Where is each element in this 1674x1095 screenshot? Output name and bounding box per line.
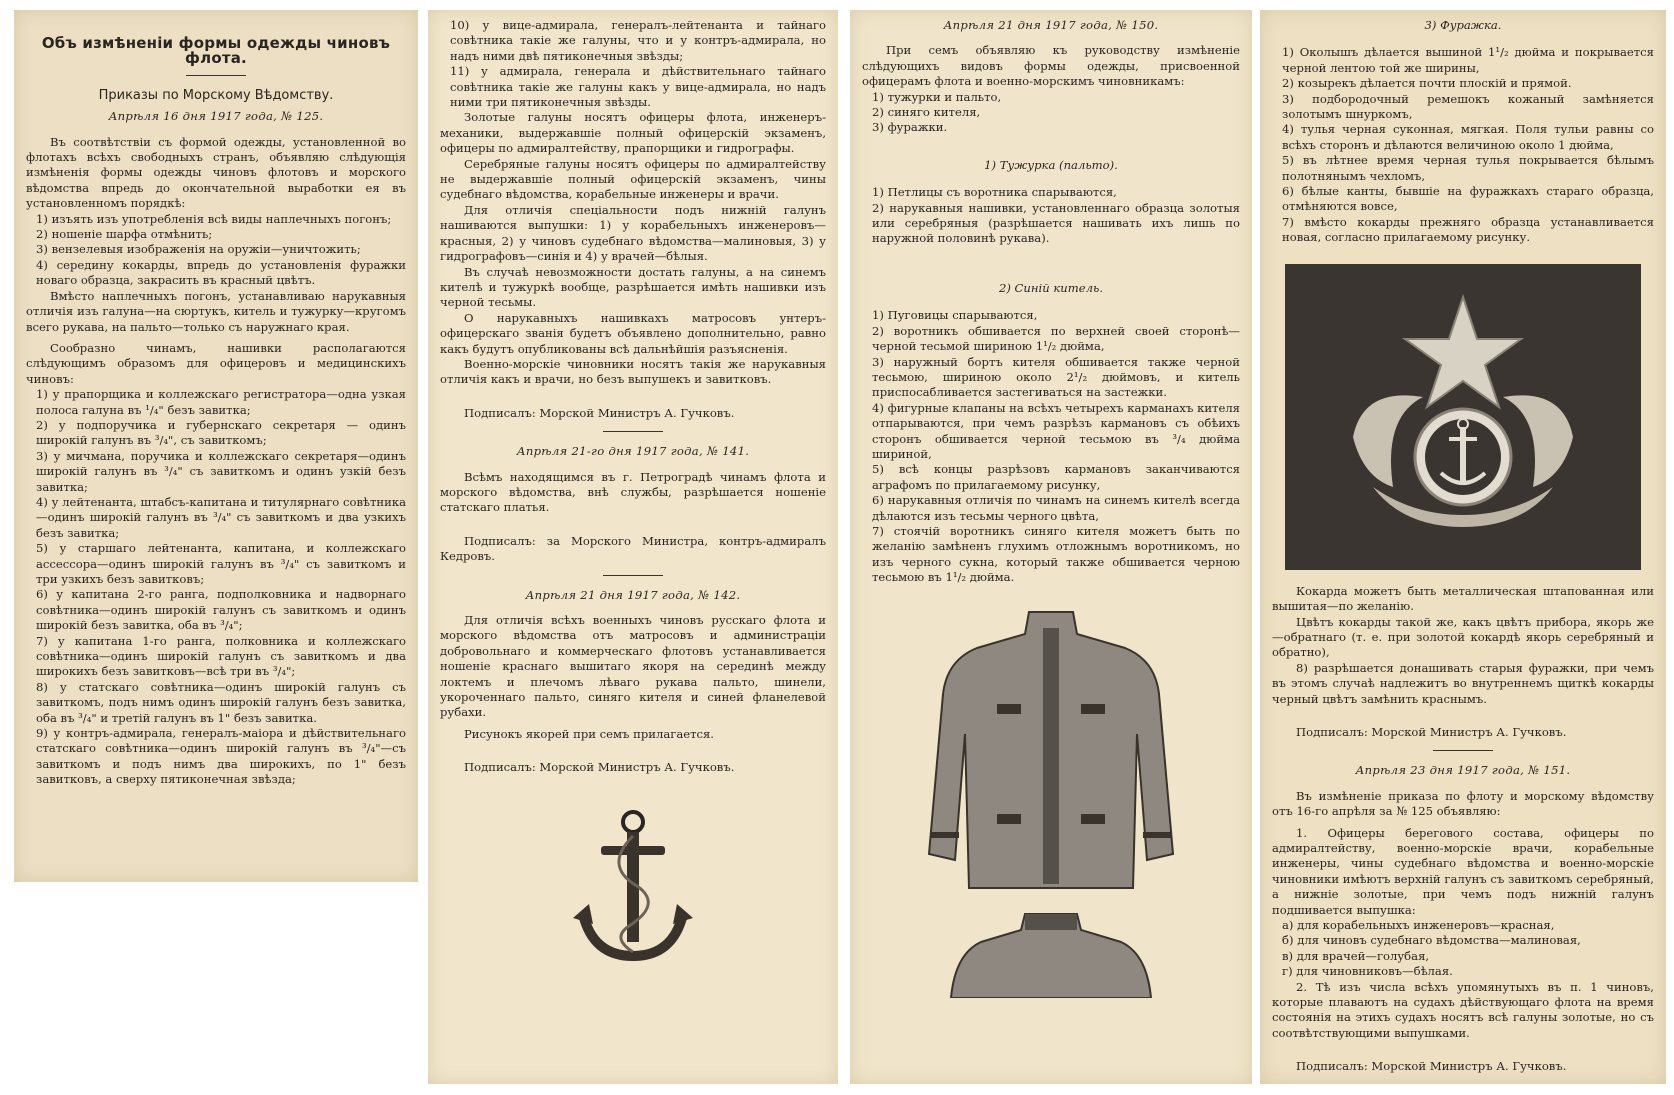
list-item: 2) козырекъ дѣлается почти плоскій и прямой. [1282, 76, 1572, 91]
order-date: Апрѣля 21-го дня 1917 года, № 141. [516, 444, 750, 459]
cockade-illustration [1285, 264, 1641, 570]
list-item: 7) вмѣсто кокарды прежняго образца устанавливается новая, согласно прилагаемому рисунку. [1282, 214, 1654, 245]
list-item: 5) всѣ концы разрѣзовъ кармановъ заканчиваются аграфомъ по прилагаемому рисунку, [872, 462, 1240, 492]
collar-illustration [941, 908, 1161, 998]
list-item: 1) изъять изъ употребленія всѣ виды наплечныхъ погонъ; [36, 211, 392, 226]
paragraph: 8) разрѣшается донашивать старыя фуражки, при чемъ въ этомъ случаѣ надлежитъ во внутреннемъ щиткѣ кокарды черный цвѣтъ замѣнить краснымъ. [1272, 660, 1654, 706]
signature-line: Подписалъ: Морской Министръ А. Гучковъ. [464, 405, 735, 420]
list-item: в) для врачей—голубая, [1282, 948, 1430, 963]
paragraph: Въ случаѣ невозможности достать галуны, а на синемъ кителѣ и тужуркѣ вообще, разрѣшается имѣть нашивки изъ черной тесьмы. [440, 264, 826, 310]
list-item: 3) у мичмана, поручика и коллежскаго секретаря—одинъ широкій галунъ въ ³/₄" съ завиткомъ и одинъ узкій безъ завитка; [36, 448, 406, 494]
page-column-4 [1260, 10, 1666, 1084]
page-column-3 [850, 10, 1252, 1084]
list-item: 8) у статскаго совѣтника—одинъ широкій галунъ съ завиткомъ, подъ нимъ одинъ широкій галунъ безъ завитка, оба въ ³/₄" и третій галунъ въ 1" безъ завитка. [36, 679, 406, 725]
list-item: 2) синяго кителя, [872, 105, 981, 120]
list-item: 1) Петлицы съ воротника спарываются, [872, 185, 1117, 200]
list-item: 3) фуражки. [872, 120, 948, 135]
list-item: 4) у лейтенанта, штабсъ-капитана и титулярнаго совѣтника—одинъ широкій галунъ въ ³/₄" съ завиткомъ и два узкихъ безъ завитка; [36, 494, 406, 540]
list-item: 6) бѣлые канты, бывшіе на фуражкахъ стараго образца, отмѣняются вовсе, [1282, 184, 1654, 214]
list-item: а) для корабельныхъ инженеровъ—красная, [1282, 918, 1555, 932]
signature-line: Подписалъ: Морской Министръ А. Гучковъ. [1296, 724, 1567, 739]
paragraph: Для отличія спеціальности подъ нижній галунъ нашиваются выпушки: 1) у корабельныхъ инженеровъ—красныя, 2) у чиновъ судебнаго вѣдомства—малиновыя, 3) у гидрографовъ—синія и 4) у врачей—бѣлыя. [440, 202, 826, 264]
list-item: 5) въ лѣтнее время черная тулья покрывается бѣлымъ полотнянымъ чехломъ, [1282, 153, 1654, 183]
paragraph: 2. Тѣ изъ числа всѣхъ упомянутыхъ въ п. 1 чиновъ, которые плаваютъ на судахъ дѣйствующаго флота на время состоянія на этихъ судахъ носятъ всѣ галуны золотые, но съ соотвѣтствующими выпушками. [1272, 979, 1654, 1040]
paragraph: Сообразно чинамъ, нашивки располагаются слѣдующимъ образомъ для офицеровъ и медицинскихъ чиновъ: [26, 340, 406, 386]
order-date: Апрѣля 16 дня 1917 года, № 125. [108, 109, 324, 124]
paragraph: Въ измѣненіе приказа по флоту и морскому вѣдомству отъ 16-го апрѣля за № 125 объявляю: [1272, 788, 1654, 819]
divider [1433, 750, 1493, 751]
section-heading: 2) Синій китель. [998, 280, 1104, 295]
list-item: 2) нарукавныя нашивки, установленнаго образца золотыя или серебряныя (разрѣшается нашивать ихъ лишь по наружной половинѣ рукава). [872, 200, 1240, 246]
list-item: 1) тужурки и пальто, [872, 89, 1002, 104]
list-item: б) для чиновъ судебнаго вѣдомства—малиновая, [1282, 933, 1581, 948]
list-item: 9) у контръ-адмирала, генералъ-маіора и дѣйствительнаго статскаго совѣтника—одинъ широкій галунъ въ ³/₄"—съ завиткомъ и подъ нимъ два широкихъ, по 1" безъ завитковъ, а сверху пятиконечная звѣзда; [36, 726, 406, 787]
list-item: 7) стоячій воротникъ синяго кителя можетъ быть по желанію замѣненъ глухимъ отложнымъ воротникомъ, но изъ черного сукна, который также обшивается черною тесьмою въ 1¹/₂ дюйма. [872, 523, 1240, 585]
paragraph: Вмѣсто наплечныхъ погонъ, устанавливаю нарукавныя отличія изъ галуна—на сюртукъ, китель и тужурку—кругомъ всего рукава, на пальто—только съ наружнаго края. [26, 288, 406, 334]
paragraph: При семъ объявляю къ руководству измѣненіе слѣдующихъ видовъ формы одежды, присвоенной офицерамъ флота и военно-морскимъ чиновникамъ: [862, 43, 1240, 89]
page-column-1 [14, 10, 418, 882]
list-item: 3) вензелевыя изображенія на оружіи—уничтожить; [36, 242, 361, 257]
paragraph: Кокарда можетъ быть металлическая штапованная или вышитая—по желанію. [1272, 583, 1654, 614]
list-item: 1) Околышъ дѣлается вышиной 1¹/₂ дюйма и покрывается черной лентою той же ширины, [1282, 45, 1654, 75]
list-item: 6) у капитана 2-го ранга, подполковника и надворнаго совѣтника—одинъ широкій галунъ съ завиткомъ и одинъ широкій безъ завитка, оба въ ³/₄"; [36, 587, 406, 633]
list-item: 2) ношеніе шарфа отмѣнить; [36, 227, 213, 242]
jacket-illustration [911, 604, 1191, 894]
list-item: 4) фигурные клапаны на всѣхъ четырехъ карманахъ кителя отпарываются, при чемъ разрѣзъ кармановъ съ обѣихъ сторонъ обшивается черной тесьмою въ ³/₄ дюйма шириной, [872, 400, 1240, 461]
order-date: Апрѣля 23 дня 1917 года, № 151. [1355, 763, 1571, 778]
signature-line: Подписалъ: за Морского Министра, контръ-адмиралъ Кедровъ. [440, 533, 826, 564]
list-item: 4) тулья черная суконная, мягкая. Поля тульи равны со всѣхъ сторонъ и дѣлаются величиною около 1 дюйма, [1282, 122, 1654, 152]
order-date: Апрѣля 21 дня 1917 года, № 150. [943, 18, 1159, 32]
list-item: г) для чиновниковъ—бѣлая. [1282, 964, 1453, 979]
signature-line: Подписалъ: Морской Министръ А. Гучковъ. [464, 760, 735, 775]
paragraph: Цвѣтъ кокарды такой же, какъ цвѣтъ прибора, якорь же—обратнаго (т. е. при золотой кокардѣ якорь серебряный и обратно), [1272, 614, 1654, 660]
paragraph: Рисунокъ якорей при семъ прилагается. [464, 726, 714, 741]
article-title: Объ измѣненіи формы одежды чиновъ флота. [41, 34, 391, 68]
list-item: 3) подбородочный ремешокъ кожаный замѣняется золотымъ шнуркомъ, [1282, 91, 1654, 122]
paragraph: О нарукавныхъ нашивкахъ матросовъ унтеръ-офицерскаго званія будетъ объявлено дополнительно, равно какъ будутъ опубликованы всѣ дальнѣйшія разъясненія. [440, 310, 826, 356]
page-column-2 [428, 10, 838, 1084]
list-item: 3) наружный бортъ кителя обшивается также черной тесьмою, шириною около 2¹/₂ дюймовъ, и китель приспосабливается застегиваться на застежки. [872, 354, 1240, 400]
paragraph: Въ соотвѣтствіи съ формой одежды, установленной во флотахъ всѣхъ свободныхъ странъ, объявляю слѣдующія измѣненія формы одежды чиновъ флотовъ и морского вѣдомства впредь до окончательной выработки ея въ установленномъ порядкѣ: [26, 134, 406, 211]
order-date: Апрѣля 21 дня 1917 года, № 142. [525, 587, 741, 602]
section-heading: 1) Тужурка (пальто). [984, 157, 1118, 172]
list-item: 1) у прапорщика и коллежскаго регистратора—одна узкая полоса галуна въ ¹/₄" безъ завитка; [36, 387, 406, 417]
list-item: 6) нарукавныя отличія по чинамъ на синемъ кителѣ всегда дѣлаются изъ тесьмы черного цвѣта, [872, 493, 1240, 523]
divider [603, 575, 663, 576]
list-item: 5) у старшаго лейтенанта, капитана, и коллежскаго ассессора—одинъ широкій галунъ въ ³/₄" съ завиткомъ и три узкихъ безъ завитковъ; [36, 541, 406, 586]
paragraph: 1. Офицеры берегового состава, офицеры по адмиралтейству, военно-морскіе врачи, корабельные инженеры, чины судебнаго вѣдомства и военно-морскіе чиновники имѣютъ верхній галунъ съ завиткомъ серебряный, а нижніе золотые, при чемъ подъ нижній галунъ подшивается выпушка: [1272, 825, 1654, 917]
section-heading: 3) Фуражка. [1424, 18, 1502, 32]
section-subtitle: Приказы по Морскому Вѣдомству. [98, 87, 334, 103]
list-item: 1) Пуговицы спарываются, [872, 308, 1038, 323]
list-item: 2) воротникъ обшивается по верхней своей сторонѣ—черной тесьмой шириною 1¹/₂ дюйма, [872, 323, 1240, 354]
list-item: 4) середину кокарды, впредь до установленія фуражки новаго образца, закрасить въ красный цвѣтъ. [36, 257, 406, 288]
list-item: 10) у вице-адмирала, генералъ-лейтенанта и тайнаго совѣтника такіе же галуны, что и у контръ-адмирала, но надъ ними двѣ пятиконечныя звѣзды; [450, 18, 826, 63]
cockade-emblem-icon [1313, 287, 1613, 547]
list-item: 2) у подпоручика и губернскаго секретаря — одинъ широкій галунъ въ ³/₄", съ завиткомъ; [36, 417, 406, 448]
list-item: 7) у капитана 1-го ранга, полковника и коллежскаго совѣтника—одинъ широкій галунъ съ завиткомъ и два широкихъ безъ завитковъ—всѣ три въ ³/₄"; [36, 633, 406, 679]
list-item: 11) у адмирала, генерала и дѣйствительнаго тайнаго совѣтника такіе же галуны какъ у вице-адмирала, но надъ ними три пятиконечныя звѣзды. [450, 64, 826, 110]
paragraph: Военно-морскіе чиновники носятъ такія же нарукавныя отличія какъ и врачи, но безъ выпушекъ и завитковъ. [440, 356, 826, 387]
divider [603, 431, 663, 432]
signature-line: Подписалъ: Морской Министръ А. Гучковъ. [1296, 1059, 1567, 1074]
anchor-illustration [563, 806, 703, 966]
paragraph: Для отличія всѣхъ военныхъ чиновъ русскаго флота и морского вѣдомства отъ матросовъ и администраціи добровольнаго и коммерческаго флотовъ устанавливается ношеніе краснаго вышитаго якоря на серединѣ между локтемъ и плечомъ лѣваго рукава пальто, шинели, укороченнаго пальто, синяго кителя и синей фланелевой рубахи. [440, 613, 826, 720]
divider [186, 75, 246, 76]
paragraph: Серебряные галуны носятъ офицеры по адмиралтейству не выдержавшіе полный офицерскій экзаменъ, чины судебнаго вѣдомства, корабельные инженеры и врачи. [440, 156, 826, 202]
paragraph: Золотые галуны носятъ офицеры флота, инженеръ-механики, выдержавшіе полный офицерскій экзаменъ, офицеры по адмиралтейству, прапорщики и гидрографы. [440, 110, 826, 156]
paragraph: Всѣмъ находящимся въ г. Петроградѣ чинамъ флота и морского вѣдомства, внѣ службы, разрѣшается ношеніе статскаго платья. [440, 469, 826, 515]
